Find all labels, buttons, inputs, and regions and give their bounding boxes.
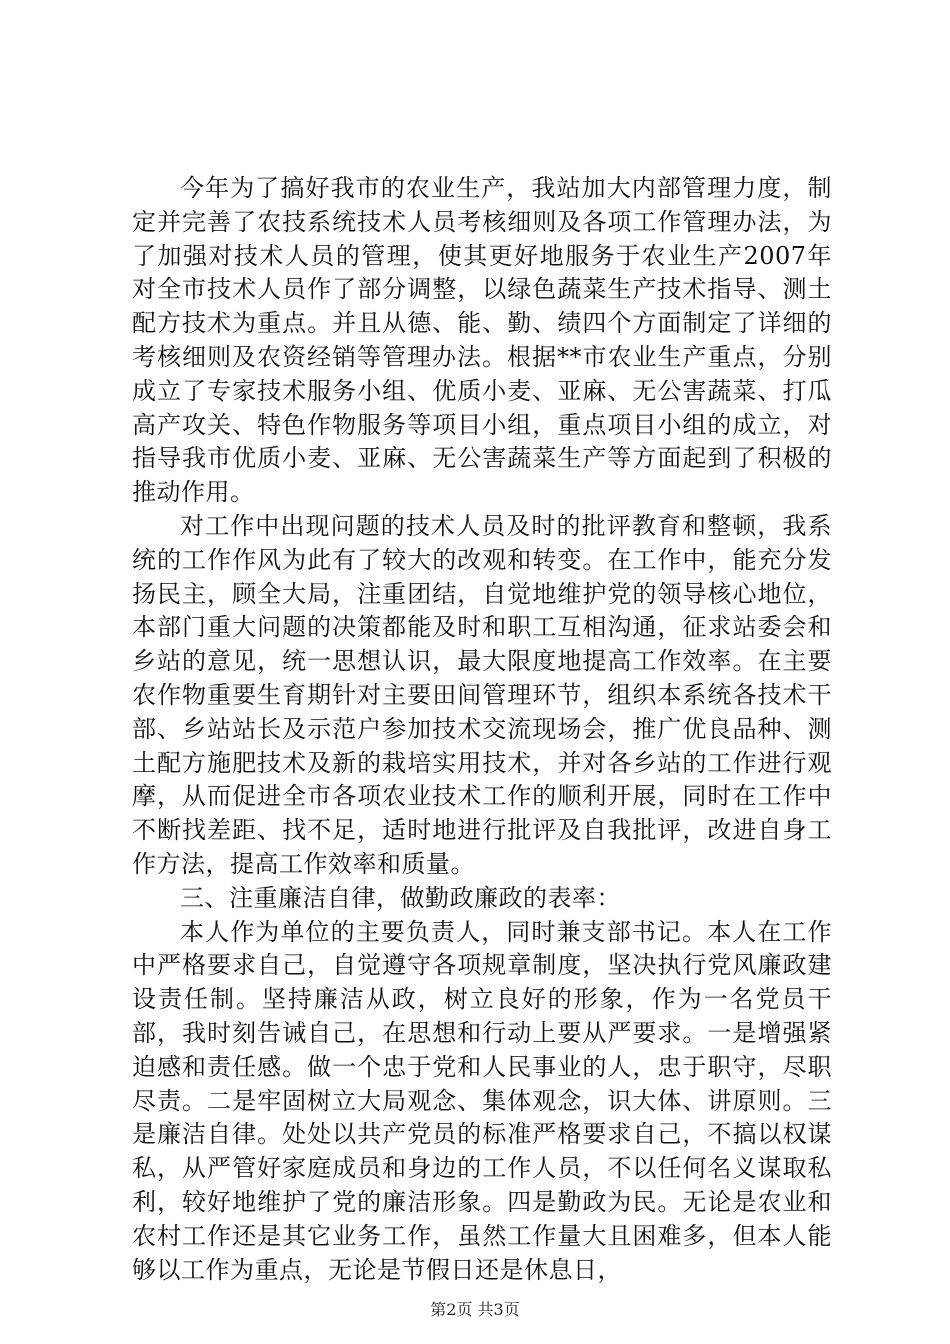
paragraph-management: 今年为了搞好我市的农业生产，我站加大内部管理力度，制定并完善了农技系统技术人员考核细则及各项工作管理办法，为了加强对技术人员的管理，使其更好地服务于农业生产2007年对全市技术人员作了部分调整，以绿色蔬菜生产技术指导、测土配方技术为重点。并且从德、能、勤、绩四个方面制定了详细的考核细则及农资经销等管理办法。根据**市农业生产重点，分别成立了专家技术服务小组、优质小麦、亚麻、无公害蔬菜、打瓜高产攻关、特色作物服务等项目小组，重点项目小组的成立，对指导我市优质小麦、亚麻、无公害蔬菜生产等方面起到了积极的推动作用。 [132, 174, 832, 507]
page-number-footer: 第2页 共3页 [430, 1300, 520, 1319]
paragraph-work-style: 对工作中出现问题的技术人员及时的批评教育和整顿，我系统的工作作风为此有了较大的改观和转变。在工作中，能充分发扬民主，顾全大局，注重团结，自觉地维护党的领导核心地位，本部门重大问题的决策都能及时和职工互相沟通，征求站委会和乡站的意见，统一思想认识，最大限度地提高工作效率。在主要农作物重要生育期针对主要田间管理环节，组织本系统各技术干部、乡站站长及示范户参加技术交流现场会，推广优良品种、测土配方施肥技术及新的栽培实用技术，并对各乡站的工作进行观摩，从而促进全市各项农业技术工作的顺利开展，同时在工作中不断找差距、找不足，适时地进行批评及自我批评，改进自身工作方法，提高工作效率和质量。 [132, 511, 832, 878]
section-heading-integrity: 三、注重廉洁自律，做勤政廉政的表率： [180, 883, 621, 912]
document-body [132, 172, 832, 1287]
paragraph-integrity: 本人作为单位的主要负责人，同时兼支部书记。本人在工作中严格要求自己，自觉遵守各项规章制度，坚决执行党风廉政建设责任制。坚持廉洁从政，树立良好的形象，作为一名党员干部，我时刻告诫自己，在思想和行动上要从严要求。一是增强紧迫感和责任感。做一个忠于党和人民事业的人，忠于职守，尽职尽责。二是牢固树立大局观念、集体观念，识大体、讲原则。三是廉洁自律。处处以共产党员的标准严格要求自己，不搞以权谋私，从严管好家庭成员和身边的工作人员，不以任何名义谋取私利，较好地维护了党的廉洁形象。四是勤政为民。无论是农业和农村工作还是其它业务工作，虽然工作量大且困难多，但本人能够以工作为重点，无论是节假日还是休息日， [132, 917, 832, 1284]
